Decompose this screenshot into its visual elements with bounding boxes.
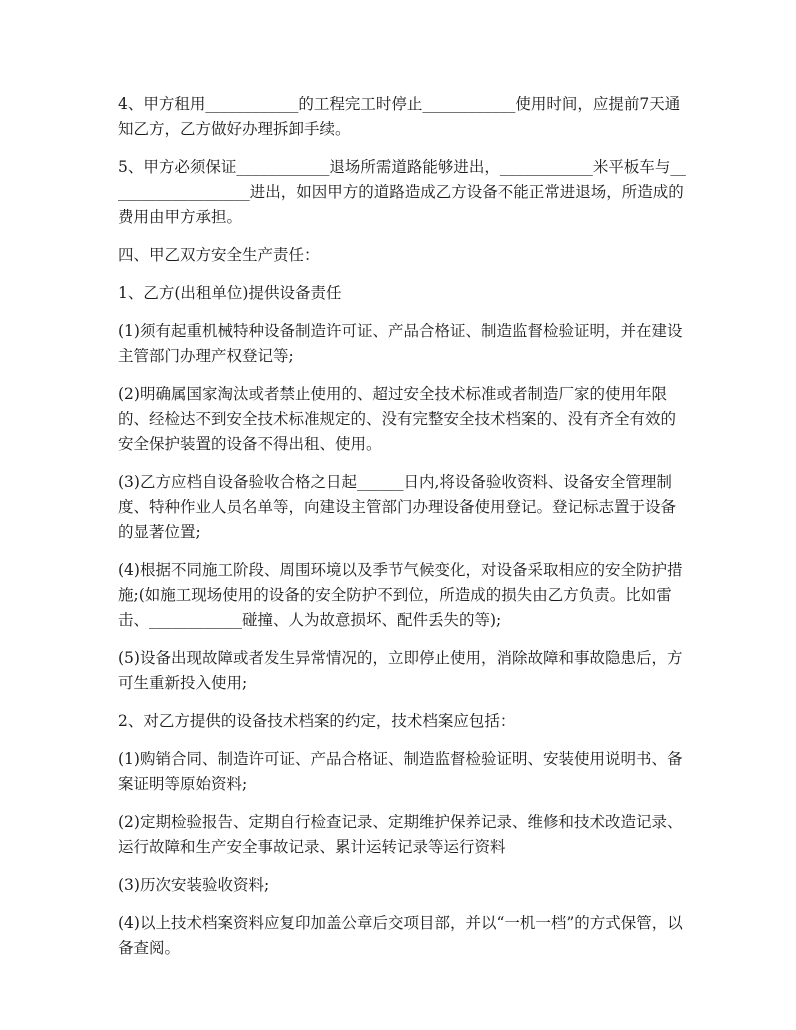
item-2-prohibited-equipment: (2)明确属国家淘汰或者禁止使用的、超过安全技术标准或者制造厂家的使用年限的、经检达不到安全技术标准规定的、没有完整安全技术档案的、没有齐全有效的安全保护装置的设备不得出租、使用。 bbox=[118, 385, 677, 453]
document-page bbox=[118, 92, 688, 974]
subsection-technical-archives: 2、对乙方提供的设备技术档案的约定，技术档案应包括： bbox=[118, 712, 516, 730]
archive-item-2-operation-records: (2)定期检验报告、定期自行检查记录、定期维护保养记录、维修和技术改造记录、运行故障和生产安全事故记录、累计运转记录等运行资料 bbox=[118, 813, 683, 856]
archive-item-3-acceptance-records: (3)历次安装验收资料; bbox=[118, 876, 270, 894]
item-5-fault-handling: (5)设备出现故障或者发生异常情况的，立即停止使用，消除故障和事故隐患后，方可生重新投入使用; bbox=[118, 649, 683, 692]
archive-item-1-original-documents: (1)购销合同、制造许可证、产品合格证、制造监督检验证明、安装使用说明书、备案证明等原始资料; bbox=[118, 750, 683, 793]
item-4-protection-measures: (4)根据不同施工阶段、周围环境以及季节气候变化，对设备采取相应的安全防护措施;(如施工现场使用的设备的安全防护不到位，所造成的损失由乙方负责。比如雷击、____________碰撞、人为故意损坏、配件丢失的等); bbox=[118, 561, 683, 629]
section-heading-safety-responsibility: 四、甲乙双方安全生产责任： bbox=[118, 246, 320, 264]
archive-item-4-copies-submission: (4)以上技术档案资料应复印加盖公章后交项目部，并以“一机一档”的方式保管，以备查阅。 bbox=[118, 914, 683, 957]
clause-4-rental-end: 4、甲方租用____________的工程完工时停止____________使用时间，应提前7天通知乙方，乙方做好办理拆卸手续。 bbox=[118, 95, 681, 138]
item-1-certificates: (1)须有起重机械特种设备制造许可证、产品合格证、制造监督检验证明，并在建设主管部门办理产权登记等; bbox=[118, 322, 683, 365]
clause-5-road-access: 5、甲方必须保证____________退场所需道路能够进出，____________米平板车与___________________进出，如因甲方的道路造成乙方设备不能正常进退场，所造成的费用由甲方承担。 bbox=[118, 158, 686, 226]
subsection-equipment-responsibility: 1、乙方(出租单位)提供设备责任 bbox=[118, 284, 342, 302]
item-3-registration: (3)乙方应档自设备验收合格之日起______日内,将设备验收资料、设备安全管理制度、特种作业人员名单等，向建设主管部门办理设备使用登记。登记标志置于设备的显著位置; bbox=[118, 473, 677, 541]
